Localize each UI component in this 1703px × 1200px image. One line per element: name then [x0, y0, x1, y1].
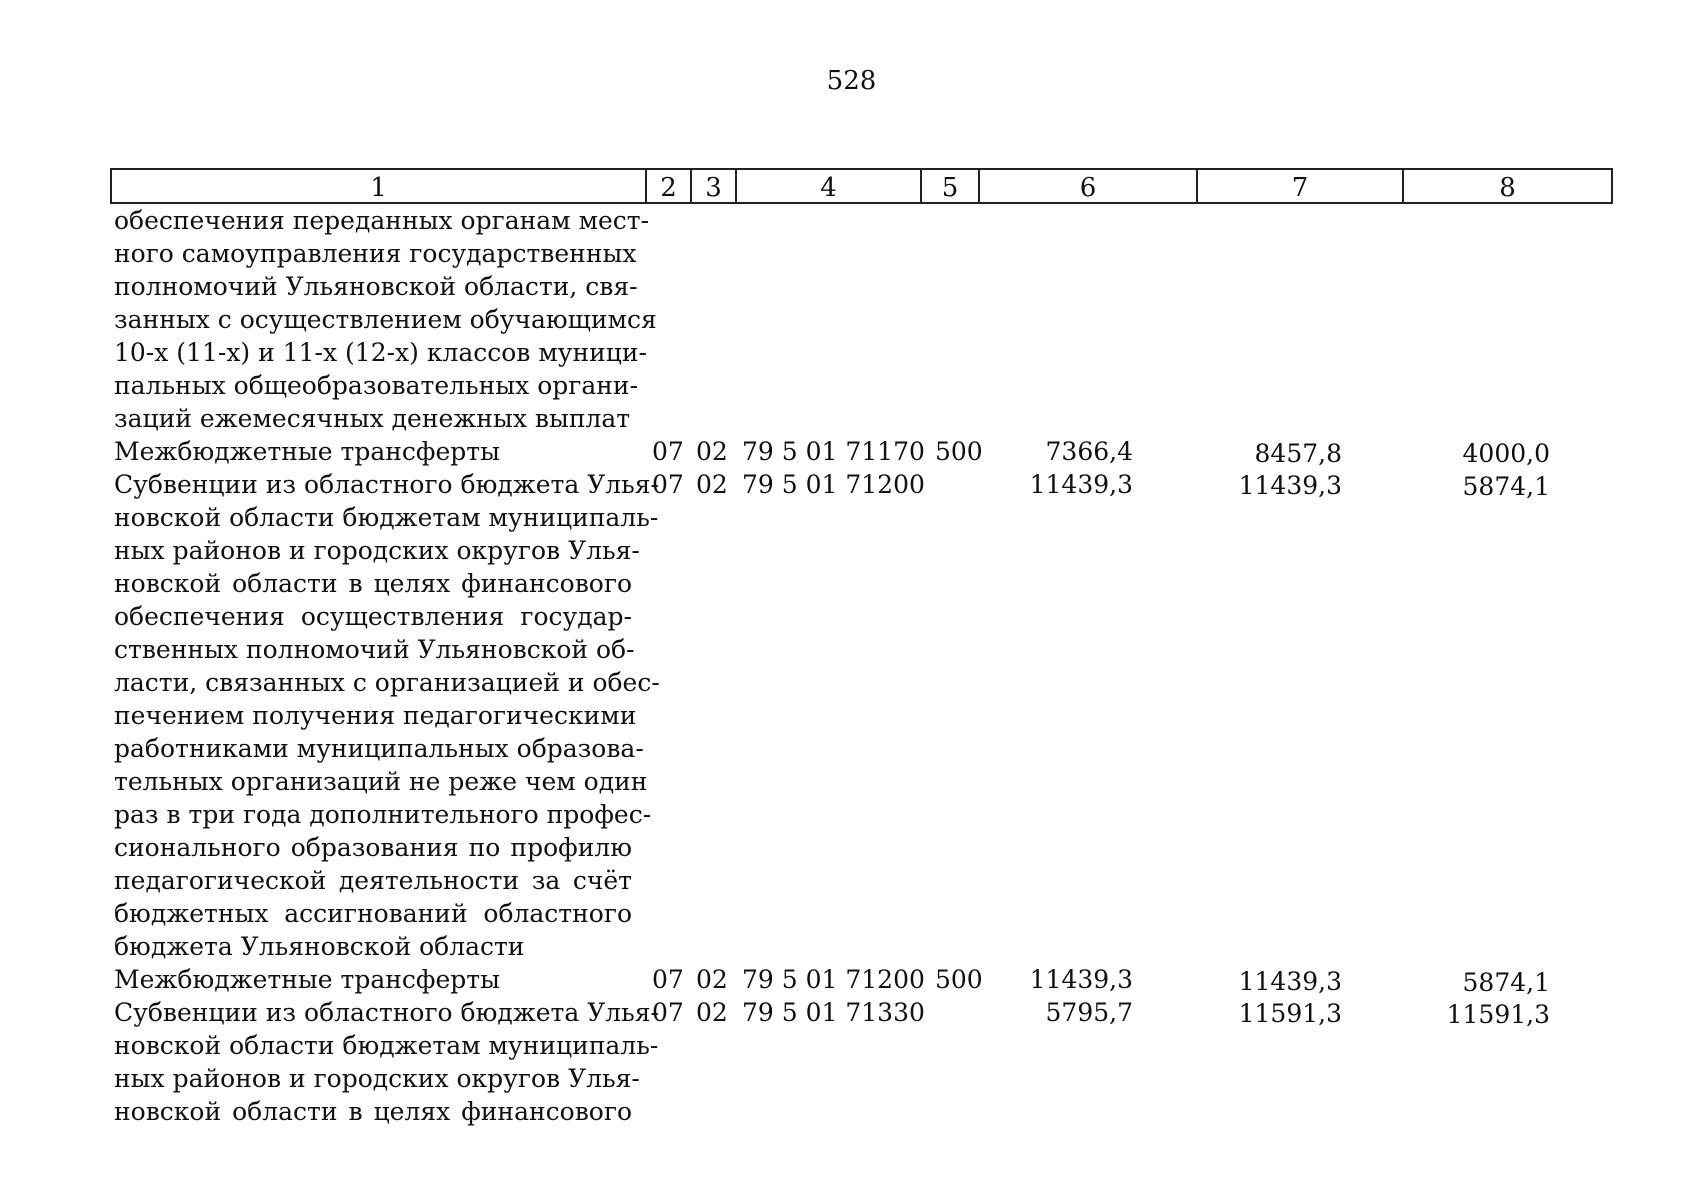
- amount-col-7: 11439,3: [1238, 471, 1342, 500]
- section-code: 07: [652, 470, 684, 499]
- target-article-code: 79 5 01 71170: [742, 437, 925, 466]
- row-description-line: Межбюджетные трансферты: [114, 965, 501, 994]
- row-description-line: ственных полномочий Ульяновской об-: [114, 635, 635, 664]
- row-description-line: занных с осуществлением обучающимся: [114, 305, 657, 334]
- amount-col-8: 11591,3: [1446, 1000, 1550, 1029]
- row-description-line: новской области в целях финансового: [114, 1097, 632, 1126]
- row-description-line: педагогической деятельности за счёт: [114, 866, 632, 895]
- section-code: 07: [652, 437, 684, 466]
- subsection-code: 02: [696, 437, 728, 466]
- row-description-line: работниками муниципальных образова-: [114, 734, 644, 763]
- header-col-6: 6: [980, 170, 1198, 202]
- table-header: [110, 168, 1613, 204]
- row-description-line: Субвенции из областного бюджета Улья-: [114, 470, 660, 499]
- subsection-code: 02: [696, 965, 728, 994]
- target-article-code: 79 5 01 71200: [742, 470, 925, 499]
- header-col-4: 4: [737, 170, 922, 202]
- row-description-line: обеспечения осуществления государ-: [114, 602, 632, 631]
- row-description-line: заций ежемесячных денежных выплат: [114, 404, 631, 433]
- target-article-code: 79 5 01 71330: [742, 998, 925, 1027]
- header-col-3: 3: [692, 170, 737, 202]
- amount-col-6: 11439,3: [1029, 470, 1133, 499]
- row-description-line: пальных общеобразовательных органи-: [114, 371, 639, 400]
- row-description-line: 10-х (11-х) и 11-х (12-х) классов муници-: [114, 338, 647, 367]
- row-description-line: тельных организаций не реже чем один: [114, 767, 648, 796]
- header-col-5: 5: [922, 170, 980, 202]
- row-description-line: ного самоуправления государственных: [114, 239, 637, 268]
- section-code: 07: [652, 998, 684, 1027]
- row-description-line: бюджетных ассигнований областного: [114, 899, 632, 928]
- row-description-line: ласти, связанных с организацией и обес-: [114, 668, 660, 697]
- section-code: 07: [652, 965, 684, 994]
- amount-col-6: 11439,3: [1029, 965, 1133, 994]
- header-col-1: 1: [112, 170, 647, 202]
- expense-type-code: 500: [935, 437, 983, 466]
- row-description-line: ных районов и городских округов Улья-: [114, 1064, 640, 1093]
- amount-col-7: 8457,8: [1254, 439, 1342, 468]
- amount-col-8: 5874,1: [1462, 968, 1550, 997]
- header-col-8: 8: [1499, 173, 1516, 203]
- row-description-line: бюджета Ульяновской области: [114, 932, 525, 961]
- row-description-line: новской области бюджетам муниципаль-: [114, 503, 659, 532]
- amount-col-8: 4000,0: [1462, 439, 1550, 468]
- row-description-line: новской области бюджетам муниципаль-: [114, 1031, 659, 1060]
- row-description-line: Субвенции из областного бюджета Улья-: [114, 998, 660, 1027]
- expense-type-code: 500: [935, 965, 983, 994]
- amount-col-7: 11591,3: [1238, 999, 1342, 1028]
- row-description-line: обеспечения переданных органам мест-: [114, 206, 650, 235]
- header-col-7: 7: [1198, 170, 1404, 202]
- amount-col-7: 11439,3: [1238, 967, 1342, 996]
- row-description-line: раз в три года дополнительного профес-: [114, 800, 652, 829]
- row-description-line: новской области в целях финансового: [114, 569, 632, 598]
- row-description-line: полномочий Ульяновской области, свя-: [114, 272, 638, 301]
- row-description-line: Межбюджетные трансферты: [114, 437, 501, 466]
- subsection-code: 02: [696, 470, 728, 499]
- header-col-2: 2: [647, 170, 692, 202]
- amount-col-8: 5874,1: [1462, 472, 1550, 501]
- row-description-line: сионального образования по профилю: [114, 833, 632, 862]
- page-number: 528: [826, 66, 877, 96]
- row-description-line: печением получения педагогическими: [114, 701, 637, 730]
- row-description-line: ных районов и городских округов Улья-: [114, 536, 640, 565]
- amount-col-6: 7366,4: [1045, 437, 1133, 466]
- amount-col-6: 5795,7: [1045, 998, 1133, 1027]
- subsection-code: 02: [696, 998, 728, 1027]
- target-article-code: 79 5 01 71200: [742, 965, 925, 994]
